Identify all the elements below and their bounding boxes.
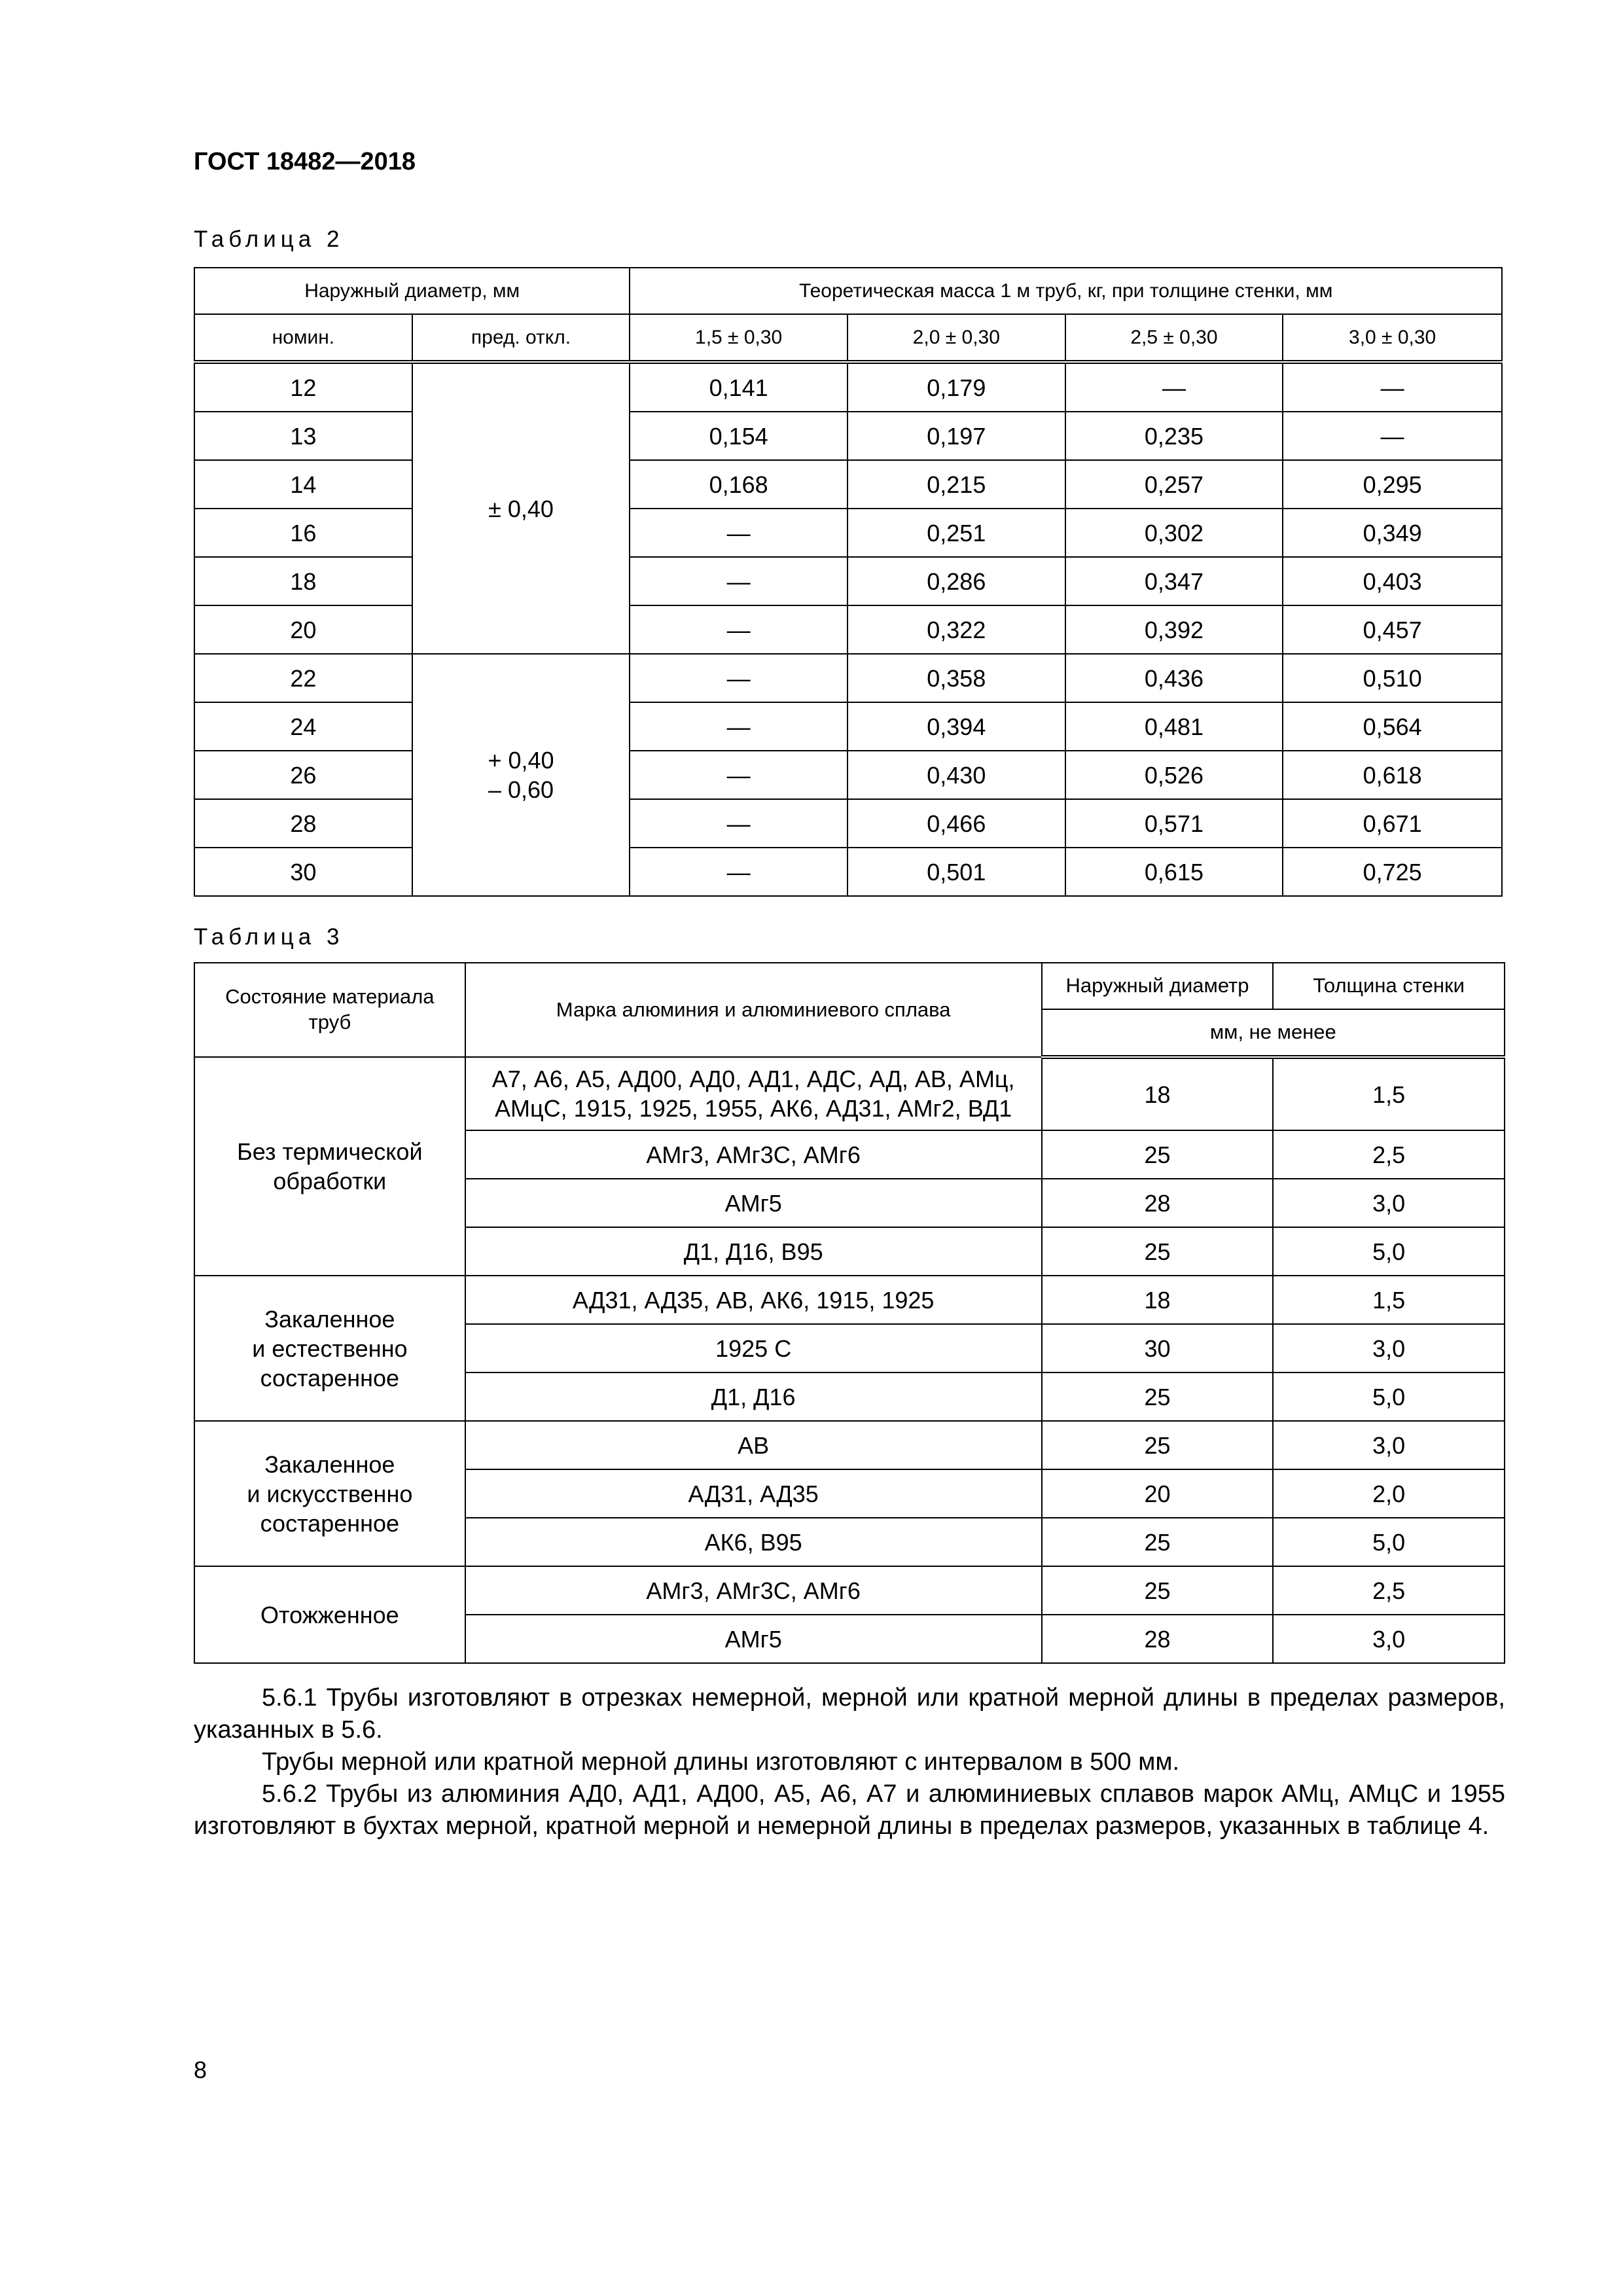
table2 — [194, 267, 1503, 897]
table2-cell-nominal: 14 — [194, 460, 412, 509]
table2-cell-nominal: 30 — [194, 848, 412, 896]
table3-state-line: состаренное — [260, 1364, 400, 1391]
table3-state-line: Закаленное — [264, 1450, 395, 1478]
table2-caption: Таблица 2 — [194, 226, 344, 252]
table3-brand-line: 1925 С — [715, 1335, 792, 1362]
table3-brand-line: АД31, АД35 — [688, 1480, 819, 1507]
table2-cell-mass: — — [1283, 362, 1502, 412]
table2-row — [194, 751, 1502, 799]
table2-tolerance-line: – 0,60 — [488, 776, 554, 803]
table3-body — [194, 1057, 1505, 1663]
table3-brand-line: А7, А6, А5, АД00, АД0, АД1, АДС, АД, АВ, АМц, — [491, 1066, 1015, 1092]
table3-caption: Таблица 3 — [194, 924, 344, 950]
table3-brand-line: АМг5 — [724, 1189, 782, 1217]
table2-head-tolerance: пред. откл. — [412, 314, 630, 362]
table3-row — [194, 1057, 1505, 1130]
table3-cell-brand — [465, 1276, 1042, 1324]
table2-cell-mass: — — [1283, 412, 1502, 460]
table2-cell-mass: 0,501 — [847, 848, 1065, 896]
table2-cell-mass: — — [630, 605, 847, 654]
table3-cell-diameter: 25 — [1042, 1372, 1274, 1421]
paragraph-5-6-1: 5.6.1 Трубы изготовляют в отрезках немерной, мерной или кратной мерной длины в пределах размеров, указанных в 5.6. — [194, 1684, 1505, 1744]
table2-cell-nominal: 24 — [194, 702, 412, 751]
table2-cell-mass: 0,526 — [1065, 751, 1283, 799]
table2-cell-mass: 0,349 — [1283, 509, 1502, 557]
table2-cell-nominal: 18 — [194, 557, 412, 605]
table2-cell-mass: 0,358 — [847, 654, 1065, 702]
table2-row — [194, 557, 1502, 605]
table2-cell-mass: 0,430 — [847, 751, 1065, 799]
table3-cell-diameter: 28 — [1042, 1615, 1274, 1663]
table3-cell-diameter: 25 — [1042, 1130, 1274, 1179]
table2-head-outer-diameter: Наружный диаметр, мм — [194, 268, 630, 314]
table3-cell-brand — [465, 1227, 1042, 1276]
table3-cell-state — [194, 1566, 465, 1663]
table2-cell-nominal: 12 — [194, 362, 412, 412]
table3-cell-wall: 5,0 — [1273, 1518, 1505, 1566]
table2-cell-mass: 0,215 — [847, 460, 1065, 509]
table3-cell-brand — [465, 1372, 1042, 1421]
table3-cell-wall: 3,0 — [1273, 1421, 1505, 1469]
table2-cell-nominal: 26 — [194, 751, 412, 799]
table2-cell-mass: 0,618 — [1283, 751, 1502, 799]
table2-cell-nominal: 20 — [194, 605, 412, 654]
table3-cell-brand — [465, 1566, 1042, 1615]
table2-cell-mass: 0,725 — [1283, 848, 1502, 896]
table2-cell-nominal: 22 — [194, 654, 412, 702]
table3-cell-brand — [465, 1615, 1042, 1663]
table3-cell-brand — [465, 1324, 1042, 1372]
table2-cell-mass: 0,671 — [1283, 799, 1502, 848]
table3-brand-line: АВ — [738, 1431, 770, 1459]
table2-cell-mass: 0,615 — [1065, 848, 1283, 896]
table2-cell-mass: 0,394 — [847, 702, 1065, 751]
table2-row — [194, 702, 1502, 751]
body-text — [194, 1682, 1505, 1842]
table2-cell-nominal: 13 — [194, 412, 412, 460]
table2-cell-mass: — — [630, 557, 847, 605]
table2-cell-mass: 0,295 — [1283, 460, 1502, 509]
table2-head-wall-col: 2,5 ± 0,30 — [1065, 314, 1283, 362]
table3-brand-line: АК6, В95 — [704, 1528, 802, 1556]
table2-cell-mass: 0,257 — [1065, 460, 1283, 509]
table3-row — [194, 1421, 1505, 1469]
table2-cell-nominal: 16 — [194, 509, 412, 557]
table3-cell-wall: 3,0 — [1273, 1615, 1505, 1663]
table3-state-line: и естественно — [252, 1335, 408, 1362]
table3-head-units: мм, не менее — [1042, 1009, 1505, 1057]
table3-head-wall: Толщина стенки — [1273, 963, 1505, 1009]
table2-cell-mass: 0,251 — [847, 509, 1065, 557]
table2-cell-mass: — — [630, 509, 847, 557]
paragraph-5-6-2: 5.6.2 Трубы из алюминия АД0, АД1, АД00, А5, А6, А7 и алюминиевых сплавов марок АМц, АМцС и 1955 изготовляют в бухтах мерной, кратной мерной и немерной длины в пределах размеров, указанных в таблице 4. — [194, 1780, 1505, 1840]
table2-row — [194, 362, 1502, 412]
table2-row — [194, 654, 1502, 702]
table3-cell-wall: 5,0 — [1273, 1372, 1505, 1421]
table2-body — [194, 362, 1502, 896]
document-code: ГОСТ 18482—2018 — [194, 148, 416, 175]
table2-row — [194, 509, 1502, 557]
table3-cell-state — [194, 1421, 465, 1566]
table2-cell-mass: — — [630, 702, 847, 751]
table2-cell-mass: 0,457 — [1283, 605, 1502, 654]
table2-cell-mass: 0,235 — [1065, 412, 1283, 460]
table2-cell-mass: — — [630, 848, 847, 896]
table3-cell-diameter: 25 — [1042, 1227, 1274, 1276]
table2-head-wall-col: 1,5 ± 0,30 — [630, 314, 847, 362]
table3 — [194, 962, 1505, 1664]
table3-cell-diameter: 18 — [1042, 1057, 1274, 1130]
table3-state-line: Закаленное — [264, 1305, 395, 1333]
table2-head-wall-col: 3,0 ± 0,30 — [1283, 314, 1502, 362]
table2-cell-mass: 0,403 — [1283, 557, 1502, 605]
table3-cell-wall: 1,5 — [1273, 1057, 1505, 1130]
table2-cell-tolerance — [412, 654, 630, 896]
table2-cell-tolerance — [412, 362, 630, 654]
table3-cell-brand — [465, 1057, 1042, 1130]
table2-cell-mass: 0,436 — [1065, 654, 1283, 702]
table2-cell-mass: 0,302 — [1065, 509, 1283, 557]
table2-cell-mass: 0,141 — [630, 362, 847, 412]
table2-cell-mass: 0,154 — [630, 412, 847, 460]
table3-state-line: Отожженное — [260, 1601, 399, 1628]
table3-head-state — [194, 963, 465, 1057]
table2-cell-mass: 0,179 — [847, 362, 1065, 412]
table3-head-brand: Марка алюминия и алюминиевого сплава — [465, 963, 1042, 1057]
table2-cell-mass: 0,564 — [1283, 702, 1502, 751]
table2-cell-mass: — — [1065, 362, 1283, 412]
table2-row — [194, 799, 1502, 848]
table2-cell-mass: 0,197 — [847, 412, 1065, 460]
table3-cell-diameter: 25 — [1042, 1421, 1274, 1469]
table3-cell-wall: 5,0 — [1273, 1227, 1505, 1276]
table3-brand-line: АМг5 — [724, 1625, 782, 1653]
table3-cell-diameter: 25 — [1042, 1518, 1274, 1566]
table3-brand-line: Д1, Д16 — [711, 1383, 796, 1410]
table3-brand-line: АМцС, 1915, 1925, 1955, АК6, АД31, АМг2, ВД1 — [495, 1095, 1012, 1122]
table3-head-state-line: труб — [308, 1011, 351, 1033]
table2-cell-mass: 0,392 — [1065, 605, 1283, 654]
table2-row — [194, 460, 1502, 509]
table3-row — [194, 1276, 1505, 1324]
table2-cell-nominal: 28 — [194, 799, 412, 848]
table3-head-outer-diameter: Наружный диаметр — [1042, 963, 1274, 1009]
table3-state-line: и искусственно — [247, 1480, 413, 1507]
table2-row — [194, 412, 1502, 460]
table3-cell-wall: 2,5 — [1273, 1566, 1505, 1615]
table3-cell-wall: 2,0 — [1273, 1469, 1505, 1518]
table3-cell-diameter: 18 — [1042, 1276, 1274, 1324]
table2-cell-mass: 0,466 — [847, 799, 1065, 848]
table3-state-line: Без термической — [237, 1138, 423, 1165]
table3-brand-line: АД31, АД35, АВ, АК6, 1915, 1925 — [572, 1286, 935, 1314]
table2-row — [194, 605, 1502, 654]
table3-cell-wall: 2,5 — [1273, 1130, 1505, 1179]
table3-cell-brand — [465, 1469, 1042, 1518]
table3-brand-line: АМг3, АМг3С, АМг6 — [646, 1141, 861, 1168]
table3-head-state-line: Состояние материала — [225, 985, 435, 1009]
table3-cell-wall: 3,0 — [1273, 1179, 1505, 1227]
table2-head-nominal: номин. — [194, 314, 412, 362]
table3-row — [194, 1566, 1505, 1615]
table2-cell-mass: 0,481 — [1065, 702, 1283, 751]
table2-cell-mass: — — [630, 751, 847, 799]
table3-cell-state — [194, 1276, 465, 1421]
table2-cell-mass: — — [630, 799, 847, 848]
table3-brand-line: АМг3, АМг3С, АМг6 — [646, 1577, 861, 1604]
paragraph-interval: Трубы мерной или кратной мерной длины изготовляют с интервалом в 500 мм. — [262, 1748, 1180, 1776]
table2-cell-mass: 0,322 — [847, 605, 1065, 654]
table3-cell-state — [194, 1057, 465, 1276]
table3-cell-brand — [465, 1518, 1042, 1566]
table2-cell-mass: 0,168 — [630, 460, 847, 509]
table3-brand-line: Д1, Д16, В95 — [683, 1238, 823, 1265]
table3-cell-brand — [465, 1179, 1042, 1227]
table3-cell-diameter: 20 — [1042, 1469, 1274, 1518]
table2-row — [194, 848, 1502, 896]
table3-cell-brand — [465, 1421, 1042, 1469]
table3-cell-diameter: 30 — [1042, 1324, 1274, 1372]
table3-cell-wall: 1,5 — [1273, 1276, 1505, 1324]
table2-tolerance-line: ± 0,40 — [488, 495, 554, 522]
table2-head-wall-col: 2,0 ± 0,30 — [847, 314, 1065, 362]
table2-cell-mass: 0,571 — [1065, 799, 1283, 848]
page-number: 8 — [194, 2056, 207, 2083]
table3-state-line: обработки — [273, 1168, 387, 1194]
table2-cell-mass: 0,286 — [847, 557, 1065, 605]
table2-cell-mass: 0,510 — [1283, 654, 1502, 702]
table2-head-mass: Теоретическая масса 1 м труб, кг, при толщине стенки, мм — [630, 268, 1502, 314]
table3-state-line: состаренное — [260, 1509, 400, 1537]
table3-cell-diameter: 25 — [1042, 1566, 1274, 1615]
table2-tolerance-line: + 0,40 — [488, 747, 554, 774]
table2-cell-mass: — — [630, 654, 847, 702]
table3-cell-wall: 3,0 — [1273, 1324, 1505, 1372]
table3-cell-diameter: 28 — [1042, 1179, 1274, 1227]
table3-cell-brand — [465, 1130, 1042, 1179]
table2-cell-mass: 0,347 — [1065, 557, 1283, 605]
